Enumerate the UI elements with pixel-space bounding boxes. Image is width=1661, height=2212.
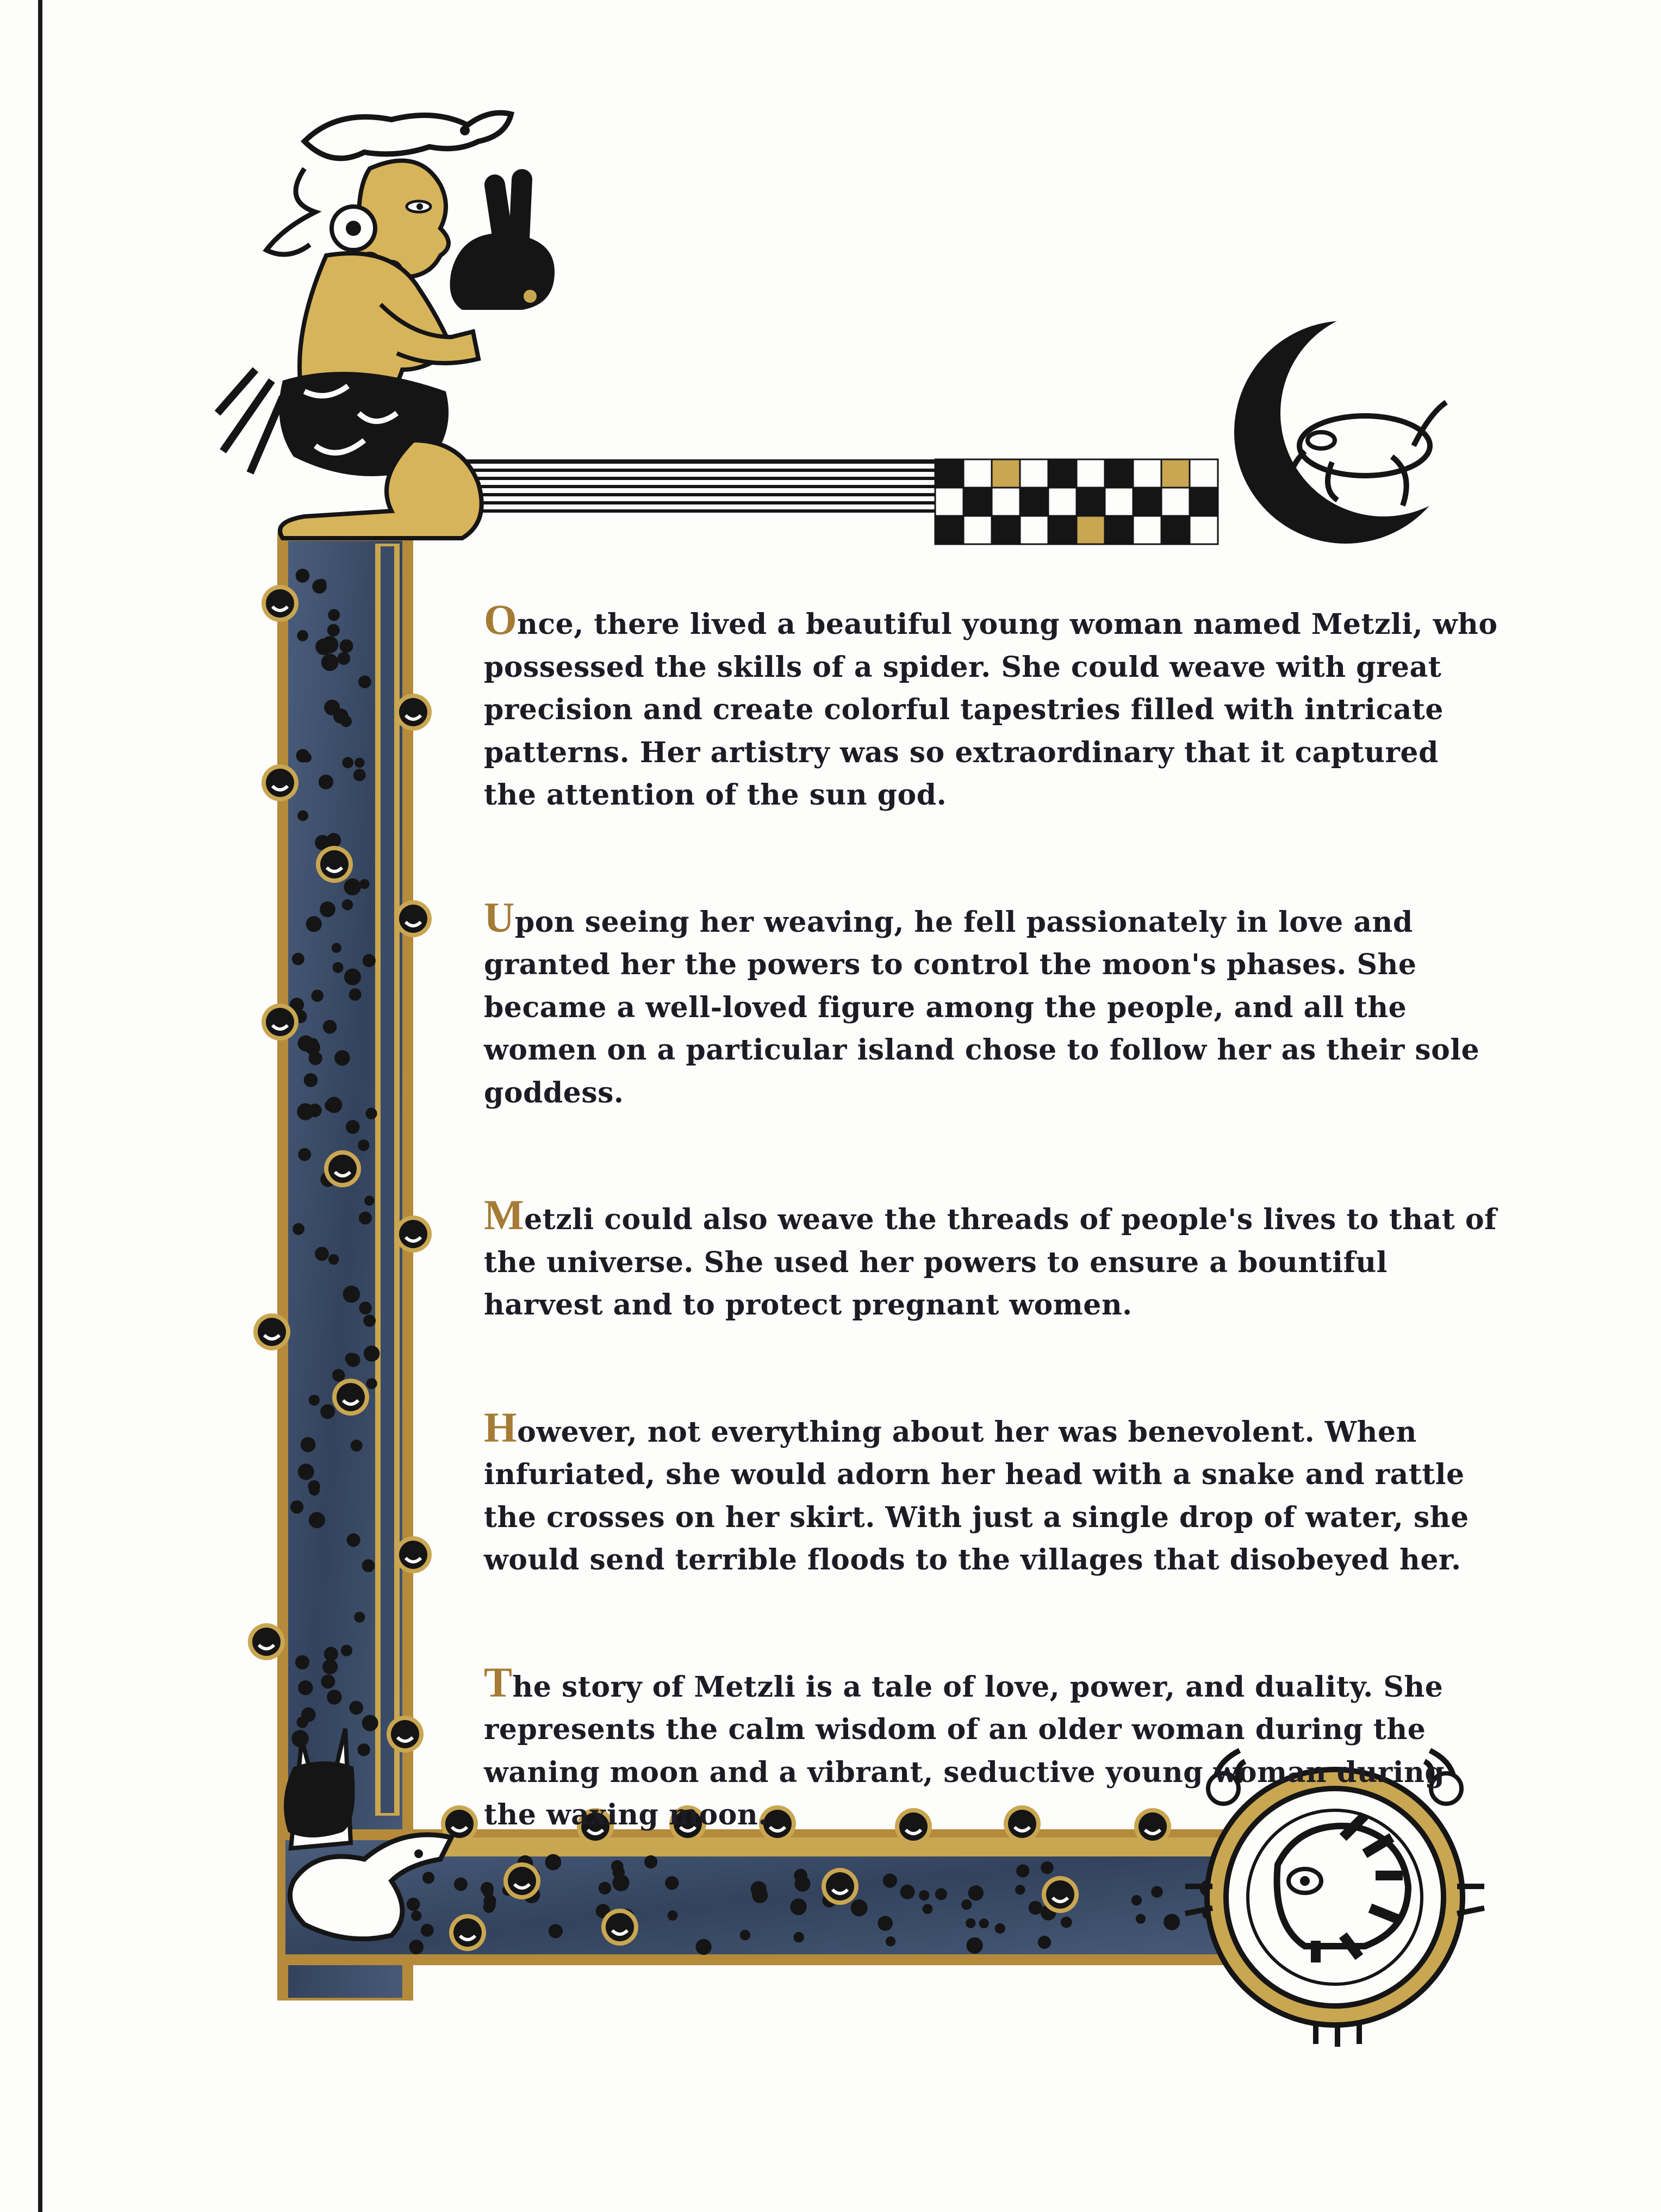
paragraph-text: nce, there lived a beautiful young woman named Metzli, who possessed the skills of a spider. She could weave with great precision and create colorful tapestries filled with intricate patterns. Her artistry was so extraordinary that it captured the attention of the sun god. <box>484 608 1498 812</box>
eye-ornament <box>320 850 349 878</box>
border-dot <box>695 1939 711 1955</box>
checker-square <box>963 459 992 488</box>
border-dot <box>334 1050 350 1066</box>
border-dot <box>351 1440 363 1451</box>
checker-square <box>992 459 1020 488</box>
checker-square <box>1048 459 1077 488</box>
eye-ornament <box>399 1220 427 1248</box>
border-dot <box>349 1701 363 1715</box>
border-dot <box>358 1139 369 1151</box>
drop-initial: T <box>484 1658 513 1706</box>
checker-square <box>1105 488 1133 516</box>
border-dot <box>357 1743 370 1756</box>
border-dot <box>301 1437 316 1453</box>
border-dot <box>349 988 362 1001</box>
eye-ornament <box>445 1810 474 1838</box>
border-dot <box>332 1369 345 1381</box>
border-dot <box>344 878 361 895</box>
checker-square <box>1190 516 1218 544</box>
border-dot <box>298 1680 313 1695</box>
checker-square <box>1161 459 1190 488</box>
checker-square <box>992 516 1020 544</box>
border-dot <box>332 943 341 953</box>
border-dot <box>362 1559 375 1572</box>
border-dot <box>297 811 308 821</box>
eye-ornament <box>266 589 294 618</box>
paragraph-3 <box>484 1191 1501 1327</box>
border-dot <box>308 1480 320 1492</box>
checker-square <box>1020 459 1048 488</box>
border-dot <box>338 652 351 665</box>
checker-square <box>1133 488 1161 516</box>
border-dot <box>364 1195 374 1205</box>
border-dot <box>364 1345 380 1362</box>
border-dot <box>740 1930 750 1940</box>
checker-square <box>1105 516 1133 544</box>
eye-ornament <box>258 1318 286 1346</box>
border-dot <box>292 953 304 965</box>
border-dot <box>316 579 327 589</box>
border-dot <box>422 1872 434 1884</box>
eye-ornament <box>399 698 427 726</box>
border-dot <box>290 1500 303 1513</box>
border-dot <box>295 1655 309 1669</box>
paragraph-text: etzli could also weave the threads of people's lives to that of the universe. She used her powers to ensure a bountiful harvest and to protect pregnant women. <box>484 1203 1497 1322</box>
border-dot <box>324 1647 338 1661</box>
checker-square <box>992 488 1020 516</box>
border-dot <box>297 630 308 641</box>
border-dot <box>353 769 366 781</box>
drop-initial: O <box>484 596 518 643</box>
border-dot <box>320 901 335 917</box>
border-dot <box>347 1534 360 1547</box>
border-dot <box>296 569 310 583</box>
checker-square <box>935 488 963 516</box>
checker-square <box>1077 459 1105 488</box>
border-dot <box>321 653 339 671</box>
checker-square <box>1048 488 1077 516</box>
border-dot <box>325 1100 337 1112</box>
eye-ornament <box>399 905 427 933</box>
border-dot <box>362 1715 378 1731</box>
checker-square <box>935 459 963 488</box>
border-dot <box>320 1404 335 1419</box>
paragraph-5 <box>484 1658 1501 1837</box>
border-dot <box>366 1378 377 1389</box>
border-dot <box>341 1645 352 1656</box>
drop-initial: M <box>484 1191 525 1238</box>
border-dot <box>322 1659 338 1674</box>
checker-square <box>1161 516 1190 544</box>
border-dot <box>333 962 344 973</box>
checker-square <box>1048 516 1077 544</box>
border-dot <box>321 636 339 653</box>
checker-square <box>1077 516 1105 544</box>
paragraph-4 <box>484 1403 1501 1582</box>
drop-initial: H <box>484 1403 518 1451</box>
checker-square <box>1020 488 1048 516</box>
border-dot <box>301 1708 316 1722</box>
border-dot <box>297 1103 314 1120</box>
border-dot <box>309 1395 320 1406</box>
checker-square <box>1190 488 1218 516</box>
paragraph-text: he story of Metzli is a tale of love, power, and duality. She represents the calm wisdom of an older woman during the waning moon and a vibrant, seductive young woman during the waxing moon. <box>484 1670 1445 1831</box>
checkerboard-band <box>935 459 1218 544</box>
border-dot <box>298 1463 314 1480</box>
checker-square <box>1161 488 1190 516</box>
border-dot <box>304 1073 318 1087</box>
border-dot <box>345 1353 357 1364</box>
border-dot <box>342 757 353 768</box>
eye-ornament <box>391 1720 419 1748</box>
eye-ornament <box>453 1918 482 1947</box>
paragraph-1 <box>484 596 1501 817</box>
eye-ornament <box>328 1155 357 1183</box>
checker-square <box>935 516 963 544</box>
border-dot <box>886 1936 895 1946</box>
border-dot <box>328 609 340 621</box>
eye-ornament <box>266 769 294 797</box>
border-dot <box>967 1937 983 1954</box>
eye-ornament <box>266 1008 294 1036</box>
border-dot <box>421 1924 434 1937</box>
border-dot <box>359 1301 372 1314</box>
border-dot <box>343 1286 360 1303</box>
border-dot <box>995 1923 1005 1934</box>
border-dot <box>328 1254 339 1265</box>
border-dot <box>365 1108 377 1119</box>
border-dot <box>327 1690 341 1704</box>
checker-square <box>1133 516 1161 544</box>
border-dot <box>411 1910 421 1921</box>
top-line-bar <box>462 459 941 513</box>
border-dot <box>327 624 340 637</box>
drop-initial: U <box>484 893 515 941</box>
border-dot <box>549 1924 563 1938</box>
border-dot <box>309 1512 325 1528</box>
checker-square <box>963 516 992 544</box>
border-dot <box>342 899 353 910</box>
border-dot <box>315 1247 329 1261</box>
border-dot <box>409 1940 424 1954</box>
checker-square <box>963 488 992 516</box>
border-dot <box>323 1020 337 1034</box>
eye-ornament <box>337 1383 365 1411</box>
border-dot <box>354 1612 365 1623</box>
paragraph-2 <box>484 893 1501 1115</box>
border-dot <box>363 954 376 967</box>
border-dot <box>293 1223 304 1235</box>
border-dot <box>359 1212 372 1225</box>
checker-square <box>1020 516 1048 544</box>
checker-square <box>1105 459 1133 488</box>
crescent-moon-rabbit-icon <box>1234 310 1487 544</box>
border-dot <box>344 969 361 986</box>
border-dot <box>298 1035 314 1051</box>
border-dot <box>296 749 310 763</box>
eye-ornament <box>252 1628 281 1656</box>
border-dot <box>340 639 353 653</box>
border-dot <box>321 1674 335 1688</box>
story-text <box>484 596 1501 1921</box>
border-dot <box>326 833 341 848</box>
maya-goddess-holding-rabbit-icon <box>217 113 555 539</box>
border-dot <box>359 879 369 889</box>
border-dot <box>363 1314 376 1327</box>
border-dot <box>454 1878 468 1891</box>
border-dot <box>358 675 371 688</box>
border-dot <box>309 1051 322 1065</box>
paragraph-text: pon seeing her weaving, he fell passionately in love and granted her the powers to control the moon's phases. She became a well-loved figure among the people, and all the women on a particular island chose to follow her as their sole goddess. <box>484 905 1480 1110</box>
checker-square <box>1190 459 1218 488</box>
paragraph-text: owever, not everything about her was benevolent. When infuriated, she would adorn her head with a snake and rattle the crosses on her skirt. With just a single drop of water, she would send terrible floods to the villages that disobeyed her. <box>484 1415 1469 1577</box>
border-dot <box>333 708 349 724</box>
border-dot <box>311 989 323 1001</box>
checker-square <box>1077 488 1105 516</box>
eye-ornament <box>399 1541 427 1569</box>
checker-square <box>1133 459 1161 488</box>
border-dot <box>298 1148 311 1161</box>
border-dot <box>793 1932 804 1942</box>
border-dot <box>407 1898 420 1911</box>
border-dot <box>1038 1936 1051 1949</box>
border-dot <box>346 1120 360 1134</box>
border-dot <box>354 758 365 768</box>
border-dot <box>306 916 322 932</box>
border-dot <box>319 775 333 789</box>
